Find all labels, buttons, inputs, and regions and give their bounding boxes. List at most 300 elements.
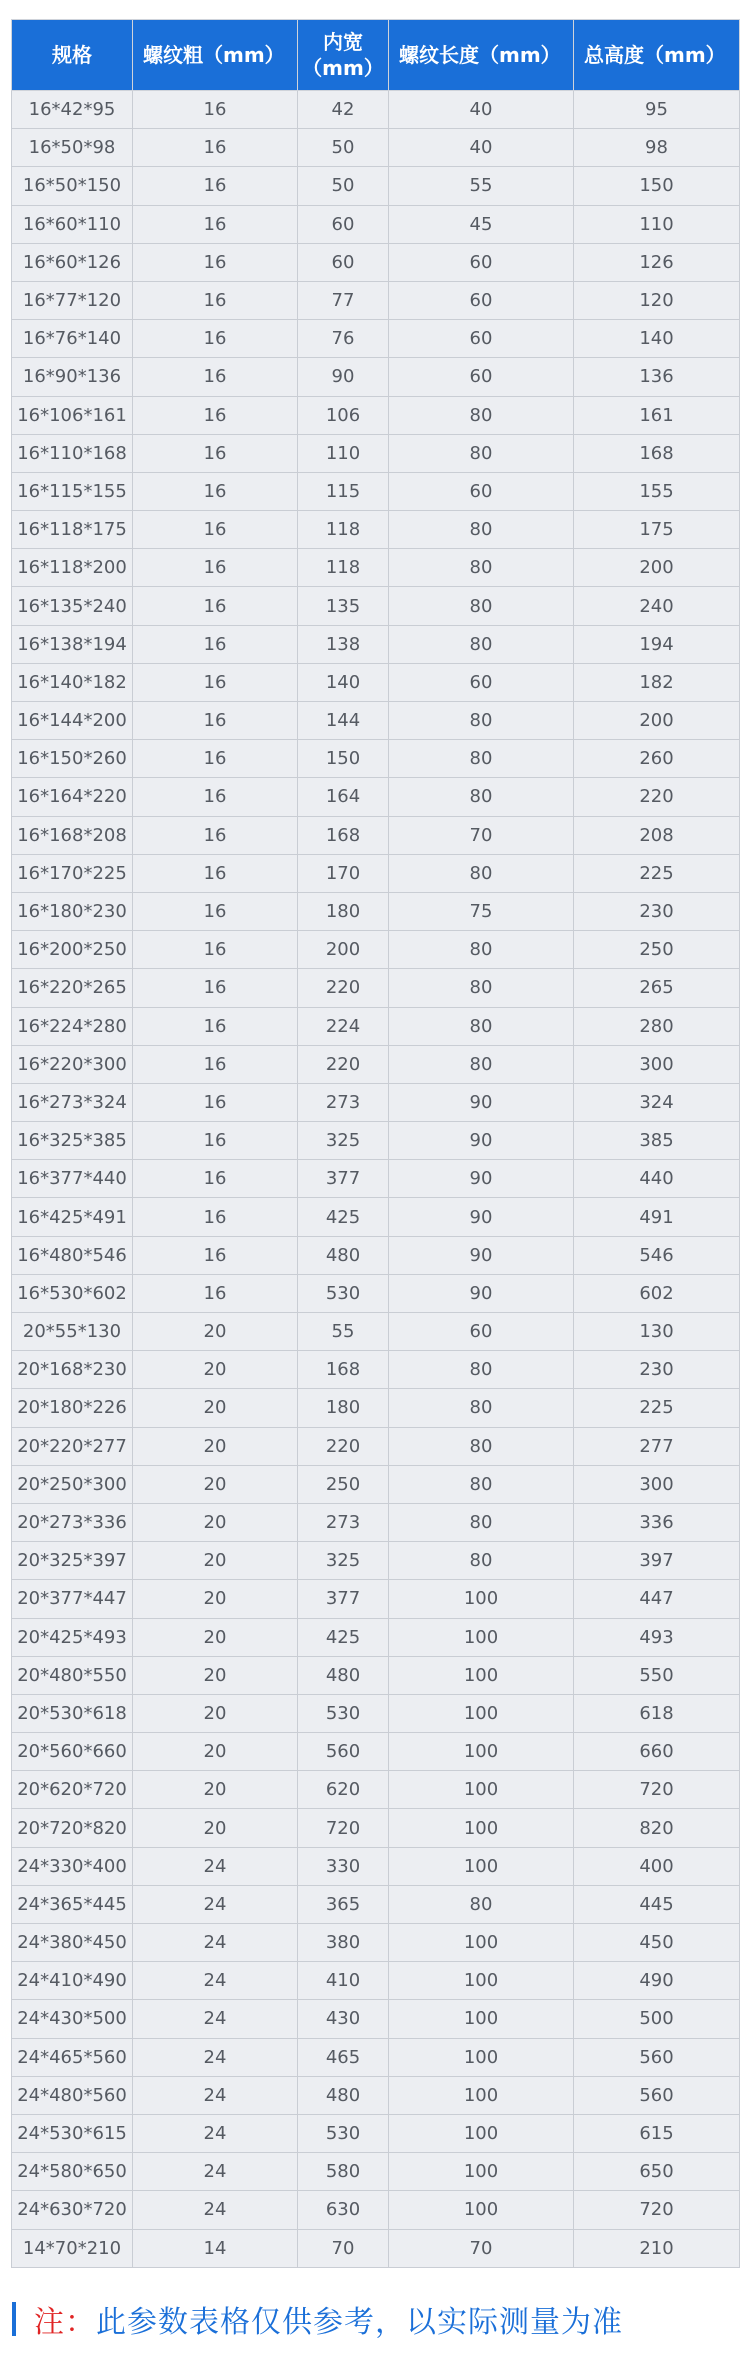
cell-spec: 16*425*491 (12, 1198, 133, 1236)
cell-spec: 24*465*560 (12, 2038, 133, 2076)
cell-inner-width: 377 (298, 1160, 389, 1198)
cell-spec: 24*630*720 (12, 2191, 133, 2229)
cell-thread-diameter: 16 (133, 167, 298, 205)
cell-spec: 20*480*550 (12, 1656, 133, 1694)
cell-thread-diameter: 24 (133, 2114, 298, 2152)
cell-thread-diameter: 16 (133, 396, 298, 434)
cell-inner-width: 630 (298, 2191, 389, 2229)
cell-total-height: 168 (574, 434, 740, 472)
cell-spec: 16*77*120 (12, 281, 133, 319)
table-row (12, 1771, 740, 1809)
header-thread-diameter: 螺纹粗（mm） (133, 20, 298, 91)
table-header (12, 20, 740, 91)
cell-total-height: 230 (574, 892, 740, 930)
cell-inner-width: 118 (298, 511, 389, 549)
cell-total-height: 280 (574, 1007, 740, 1045)
table-row (12, 472, 740, 510)
cell-total-height: 250 (574, 931, 740, 969)
cell-thread-diameter: 20 (133, 1733, 298, 1771)
table-row (12, 2229, 740, 2267)
table-row (12, 663, 740, 701)
cell-inner-width: 144 (298, 702, 389, 740)
cell-inner-width: 50 (298, 129, 389, 167)
cell-total-height: 194 (574, 625, 740, 663)
cell-thread-length: 80 (389, 969, 574, 1007)
table-row (12, 2114, 740, 2152)
cell-inner-width: 224 (298, 1007, 389, 1045)
header-row (12, 20, 740, 91)
cell-spec: 20*720*820 (12, 1809, 133, 1847)
cell-spec: 16*140*182 (12, 663, 133, 701)
cell-thread-diameter: 16 (133, 892, 298, 930)
cell-total-height: 720 (574, 2191, 740, 2229)
cell-thread-length: 80 (389, 740, 574, 778)
table-row (12, 1274, 740, 1312)
cell-inner-width: 180 (298, 1389, 389, 1427)
table-row (12, 1045, 740, 1083)
cell-spec: 16*150*260 (12, 740, 133, 778)
cell-spec: 20*250*300 (12, 1465, 133, 1503)
cell-inner-width: 115 (298, 472, 389, 510)
table-row (12, 1427, 740, 1465)
cell-inner-width: 76 (298, 320, 389, 358)
table-row (12, 2153, 740, 2191)
table-row (12, 1007, 740, 1045)
cell-total-height: 300 (574, 1465, 740, 1503)
cell-thread-length: 100 (389, 1580, 574, 1618)
cell-spec: 16*42*95 (12, 91, 133, 129)
table-row (12, 1885, 740, 1923)
table-row (12, 1962, 740, 2000)
cell-total-height: 660 (574, 1733, 740, 1771)
cell-thread-diameter: 16 (133, 549, 298, 587)
cell-thread-length: 100 (389, 2153, 574, 2191)
cell-thread-length: 60 (389, 358, 574, 396)
cell-thread-length: 60 (389, 663, 574, 701)
cell-inner-width: 138 (298, 625, 389, 663)
cell-total-height: 385 (574, 1122, 740, 1160)
table-row (12, 320, 740, 358)
cell-inner-width: 273 (298, 1503, 389, 1541)
cell-inner-width: 380 (298, 1924, 389, 1962)
table-row (12, 931, 740, 969)
cell-total-height: 150 (574, 167, 740, 205)
cell-spec: 16*76*140 (12, 320, 133, 358)
cell-thread-diameter: 24 (133, 1962, 298, 2000)
cell-spec: 20*180*226 (12, 1389, 133, 1427)
table-row (12, 2038, 740, 2076)
cell-thread-diameter: 16 (133, 91, 298, 129)
cell-thread-length: 80 (389, 778, 574, 816)
cell-thread-length: 100 (389, 1618, 574, 1656)
spec-table (11, 19, 740, 2268)
cell-total-height: 126 (574, 243, 740, 281)
cell-thread-diameter: 16 (133, 243, 298, 281)
cell-thread-diameter: 16 (133, 587, 298, 625)
cell-spec: 24*580*650 (12, 2153, 133, 2191)
cell-spec: 16*170*225 (12, 854, 133, 892)
cell-thread-diameter: 16 (133, 511, 298, 549)
table-row (12, 854, 740, 892)
cell-inner-width: 168 (298, 816, 389, 854)
cell-spec: 24*480*560 (12, 2076, 133, 2114)
cell-spec: 16*273*324 (12, 1083, 133, 1121)
table-row (12, 625, 740, 663)
cell-total-height: 210 (574, 2229, 740, 2267)
table-row (12, 1733, 740, 1771)
cell-total-height: 820 (574, 1809, 740, 1847)
cell-total-height: 602 (574, 1274, 740, 1312)
table-row (12, 1580, 740, 1618)
header-thread-length: 螺纹长度（mm） (389, 20, 574, 91)
cell-spec: 16*115*155 (12, 472, 133, 510)
cell-thread-length: 40 (389, 91, 574, 129)
cell-thread-diameter: 24 (133, 2076, 298, 2114)
cell-inner-width: 465 (298, 2038, 389, 2076)
cell-total-height: 400 (574, 1847, 740, 1885)
cell-inner-width: 430 (298, 2000, 389, 2038)
cell-thread-length: 100 (389, 1924, 574, 1962)
table-row (12, 396, 740, 434)
cell-thread-length: 75 (389, 892, 574, 930)
cell-total-height: 200 (574, 702, 740, 740)
table-row (12, 740, 740, 778)
cell-thread-length: 90 (389, 1236, 574, 1274)
cell-spec: 16*60*126 (12, 243, 133, 281)
cell-thread-diameter: 16 (133, 663, 298, 701)
cell-thread-diameter: 20 (133, 1313, 298, 1351)
cell-thread-length: 100 (389, 2114, 574, 2152)
cell-total-height: 618 (574, 1694, 740, 1732)
table-row (12, 587, 740, 625)
cell-thread-length: 100 (389, 1847, 574, 1885)
table-row (12, 434, 740, 472)
cell-thread-length: 90 (389, 1198, 574, 1236)
cell-thread-diameter: 16 (133, 931, 298, 969)
cell-total-height: 450 (574, 1924, 740, 1962)
cell-total-height: 225 (574, 1389, 740, 1427)
cell-spec: 24*430*500 (12, 2000, 133, 2038)
cell-thread-length: 100 (389, 1962, 574, 2000)
cell-spec: 14*70*210 (12, 2229, 133, 2267)
cell-spec: 20*560*660 (12, 1733, 133, 1771)
cell-thread-diameter: 24 (133, 1924, 298, 1962)
cell-spec: 16*118*200 (12, 549, 133, 587)
cell-thread-diameter: 16 (133, 1122, 298, 1160)
cell-thread-diameter: 16 (133, 1236, 298, 1274)
table-row (12, 1503, 740, 1541)
cell-total-height: 300 (574, 1045, 740, 1083)
table-row (12, 2191, 740, 2229)
cell-thread-diameter: 16 (133, 434, 298, 472)
cell-spec: 16*180*230 (12, 892, 133, 930)
cell-thread-diameter: 16 (133, 969, 298, 1007)
cell-thread-length: 100 (389, 1809, 574, 1847)
cell-thread-length: 100 (389, 1656, 574, 1694)
cell-thread-length: 90 (389, 1122, 574, 1160)
cell-inner-width: 480 (298, 1656, 389, 1694)
cell-spec: 16*530*602 (12, 1274, 133, 1312)
cell-thread-length: 80 (389, 396, 574, 434)
cell-spec: 16*200*250 (12, 931, 133, 969)
cell-inner-width: 60 (298, 205, 389, 243)
cell-spec: 16*220*265 (12, 969, 133, 1007)
cell-total-height: 560 (574, 2038, 740, 2076)
table-row (12, 702, 740, 740)
cell-total-height: 98 (574, 129, 740, 167)
cell-thread-length: 80 (389, 1351, 574, 1389)
cell-inner-width: 410 (298, 1962, 389, 2000)
cell-inner-width: 60 (298, 243, 389, 281)
cell-total-height: 440 (574, 1160, 740, 1198)
cell-total-height: 265 (574, 969, 740, 1007)
cell-thread-length: 80 (389, 1389, 574, 1427)
cell-thread-diameter: 16 (133, 740, 298, 778)
cell-inner-width: 325 (298, 1542, 389, 1580)
cell-inner-width: 70 (298, 2229, 389, 2267)
cell-inner-width: 560 (298, 1733, 389, 1771)
table-row (12, 91, 740, 129)
cell-spec: 16*90*136 (12, 358, 133, 396)
cell-total-height: 500 (574, 2000, 740, 2038)
cell-inner-width: 140 (298, 663, 389, 701)
cell-spec: 20*325*397 (12, 1542, 133, 1580)
table-row (12, 1122, 740, 1160)
cell-total-height: 324 (574, 1083, 740, 1121)
cell-thread-length: 60 (389, 1313, 574, 1351)
table-row (12, 1083, 740, 1121)
cell-thread-length: 60 (389, 472, 574, 510)
cell-thread-length: 45 (389, 205, 574, 243)
cell-inner-width: 325 (298, 1122, 389, 1160)
cell-thread-length: 80 (389, 854, 574, 892)
cell-inner-width: 50 (298, 167, 389, 205)
disclaimer-note (12, 2299, 623, 2339)
cell-spec: 16*224*280 (12, 1007, 133, 1045)
cell-inner-width: 530 (298, 2114, 389, 2152)
cell-thread-length: 90 (389, 1083, 574, 1121)
cell-inner-width: 425 (298, 1198, 389, 1236)
cell-spec: 16*168*208 (12, 816, 133, 854)
cell-spec: 16*325*385 (12, 1122, 133, 1160)
cell-spec: 16*50*98 (12, 129, 133, 167)
cell-inner-width: 90 (298, 358, 389, 396)
cell-spec: 20*168*230 (12, 1351, 133, 1389)
cell-thread-diameter: 16 (133, 205, 298, 243)
table-row (12, 1313, 740, 1351)
table-row (12, 816, 740, 854)
cell-inner-width: 168 (298, 1351, 389, 1389)
cell-inner-width: 365 (298, 1885, 389, 1923)
cell-inner-width: 530 (298, 1274, 389, 1312)
cell-thread-length: 80 (389, 434, 574, 472)
cell-thread-diameter: 16 (133, 472, 298, 510)
cell-inner-width: 220 (298, 1045, 389, 1083)
cell-inner-width: 530 (298, 1694, 389, 1732)
cell-thread-diameter: 20 (133, 1503, 298, 1541)
cell-spec: 16*50*150 (12, 167, 133, 205)
cell-inner-width: 42 (298, 91, 389, 129)
cell-thread-diameter: 24 (133, 1885, 298, 1923)
table-row (12, 243, 740, 281)
cell-inner-width: 480 (298, 2076, 389, 2114)
cell-spec: 24*410*490 (12, 1962, 133, 2000)
cell-thread-diameter: 16 (133, 1083, 298, 1121)
cell-inner-width: 377 (298, 1580, 389, 1618)
cell-total-height: 445 (574, 1885, 740, 1923)
cell-thread-diameter: 20 (133, 1542, 298, 1580)
cell-inner-width: 118 (298, 549, 389, 587)
cell-inner-width: 180 (298, 892, 389, 930)
cell-total-height: 182 (574, 663, 740, 701)
cell-inner-width: 77 (298, 281, 389, 319)
table-row (12, 2000, 740, 2038)
cell-thread-diameter: 20 (133, 1771, 298, 1809)
table-row (12, 549, 740, 587)
header-inner-width: 内宽（mm） (298, 20, 389, 91)
cell-spec: 20*530*618 (12, 1694, 133, 1732)
cell-total-height: 336 (574, 1503, 740, 1541)
cell-thread-length: 80 (389, 625, 574, 663)
cell-spec: 20*220*277 (12, 1427, 133, 1465)
cell-thread-diameter: 16 (133, 816, 298, 854)
cell-thread-length: 70 (389, 816, 574, 854)
cell-thread-diameter: 16 (133, 854, 298, 892)
cell-spec: 24*330*400 (12, 1847, 133, 1885)
cell-spec: 24*530*615 (12, 2114, 133, 2152)
cell-total-height: 491 (574, 1198, 740, 1236)
cell-inner-width: 250 (298, 1465, 389, 1503)
cell-spec: 16*135*240 (12, 587, 133, 625)
cell-thread-length: 100 (389, 2000, 574, 2038)
cell-thread-diameter: 20 (133, 1809, 298, 1847)
cell-thread-length: 100 (389, 1694, 574, 1732)
cell-inner-width: 220 (298, 1427, 389, 1465)
cell-inner-width: 480 (298, 1236, 389, 1274)
table-row (12, 1924, 740, 1962)
cell-inner-width: 220 (298, 969, 389, 1007)
cell-inner-width: 164 (298, 778, 389, 816)
cell-thread-diameter: 16 (133, 1274, 298, 1312)
table-row (12, 167, 740, 205)
cell-spec: 24*365*445 (12, 1885, 133, 1923)
cell-thread-length: 80 (389, 1542, 574, 1580)
cell-spec: 16*138*194 (12, 625, 133, 663)
cell-thread-diameter: 16 (133, 358, 298, 396)
cell-spec: 16*480*546 (12, 1236, 133, 1274)
table-row (12, 2076, 740, 2114)
cell-inner-width: 200 (298, 931, 389, 969)
cell-spec: 16*118*175 (12, 511, 133, 549)
table-row (12, 892, 740, 930)
cell-total-height: 161 (574, 396, 740, 434)
cell-inner-width: 135 (298, 587, 389, 625)
table-row (12, 1351, 740, 1389)
cell-total-height: 615 (574, 2114, 740, 2152)
cell-inner-width: 580 (298, 2153, 389, 2191)
header-spec: 规格 (12, 20, 133, 91)
cell-thread-length: 80 (389, 1007, 574, 1045)
table-row (12, 1160, 740, 1198)
cell-thread-length: 55 (389, 167, 574, 205)
cell-thread-diameter: 16 (133, 778, 298, 816)
cell-thread-length: 80 (389, 1885, 574, 1923)
cell-spec: 16*110*168 (12, 434, 133, 472)
cell-thread-length: 60 (389, 320, 574, 358)
cell-total-height: 277 (574, 1427, 740, 1465)
cell-thread-length: 90 (389, 1160, 574, 1198)
cell-total-height: 550 (574, 1656, 740, 1694)
cell-total-height: 130 (574, 1313, 740, 1351)
cell-thread-diameter: 20 (133, 1465, 298, 1503)
cell-thread-diameter: 20 (133, 1618, 298, 1656)
cell-thread-diameter: 16 (133, 1045, 298, 1083)
cell-thread-diameter: 16 (133, 1007, 298, 1045)
cell-spec: 16*220*300 (12, 1045, 133, 1083)
cell-thread-diameter: 24 (133, 2191, 298, 2229)
cell-thread-diameter: 16 (133, 1160, 298, 1198)
table-row (12, 1465, 740, 1503)
cell-total-height: 136 (574, 358, 740, 396)
cell-total-height: 230 (574, 1351, 740, 1389)
table-row (12, 1656, 740, 1694)
cell-thread-length: 80 (389, 511, 574, 549)
cell-inner-width: 620 (298, 1771, 389, 1809)
cell-total-height: 208 (574, 816, 740, 854)
cell-thread-diameter: 16 (133, 320, 298, 358)
cell-total-height: 493 (574, 1618, 740, 1656)
table-row (12, 205, 740, 243)
cell-thread-length: 40 (389, 129, 574, 167)
cell-thread-diameter: 20 (133, 1427, 298, 1465)
cell-total-height: 490 (574, 1962, 740, 2000)
cell-thread-diameter: 24 (133, 2000, 298, 2038)
cell-thread-length: 100 (389, 1733, 574, 1771)
table-body (12, 91, 740, 2268)
cell-inner-width: 273 (298, 1083, 389, 1121)
cell-total-height: 200 (574, 549, 740, 587)
cell-total-height: 447 (574, 1580, 740, 1618)
cell-thread-length: 80 (389, 702, 574, 740)
cell-thread-length: 60 (389, 243, 574, 281)
cell-total-height: 95 (574, 91, 740, 129)
table-row (12, 281, 740, 319)
note-text: 此参数表格仅供参考，以实际测量为准 (96, 2305, 623, 2340)
cell-total-height: 155 (574, 472, 740, 510)
cell-spec: 20*377*447 (12, 1580, 133, 1618)
cell-total-height: 175 (574, 511, 740, 549)
table-row (12, 1236, 740, 1274)
table-row (12, 358, 740, 396)
cell-inner-width: 720 (298, 1809, 389, 1847)
cell-thread-length: 60 (389, 281, 574, 319)
cell-thread-diameter: 20 (133, 1389, 298, 1427)
cell-total-height: 225 (574, 854, 740, 892)
cell-total-height: 110 (574, 205, 740, 243)
cell-thread-diameter: 24 (133, 2153, 298, 2191)
cell-thread-length: 80 (389, 1045, 574, 1083)
cell-thread-length: 100 (389, 1771, 574, 1809)
table-row (12, 1618, 740, 1656)
cell-inner-width: 150 (298, 740, 389, 778)
note-label: 注： (34, 2305, 96, 2340)
cell-thread-diameter: 16 (133, 702, 298, 740)
cell-spec: 20*425*493 (12, 1618, 133, 1656)
cell-inner-width: 106 (298, 396, 389, 434)
cell-thread-diameter: 20 (133, 1351, 298, 1389)
cell-thread-length: 80 (389, 549, 574, 587)
table-row (12, 1847, 740, 1885)
